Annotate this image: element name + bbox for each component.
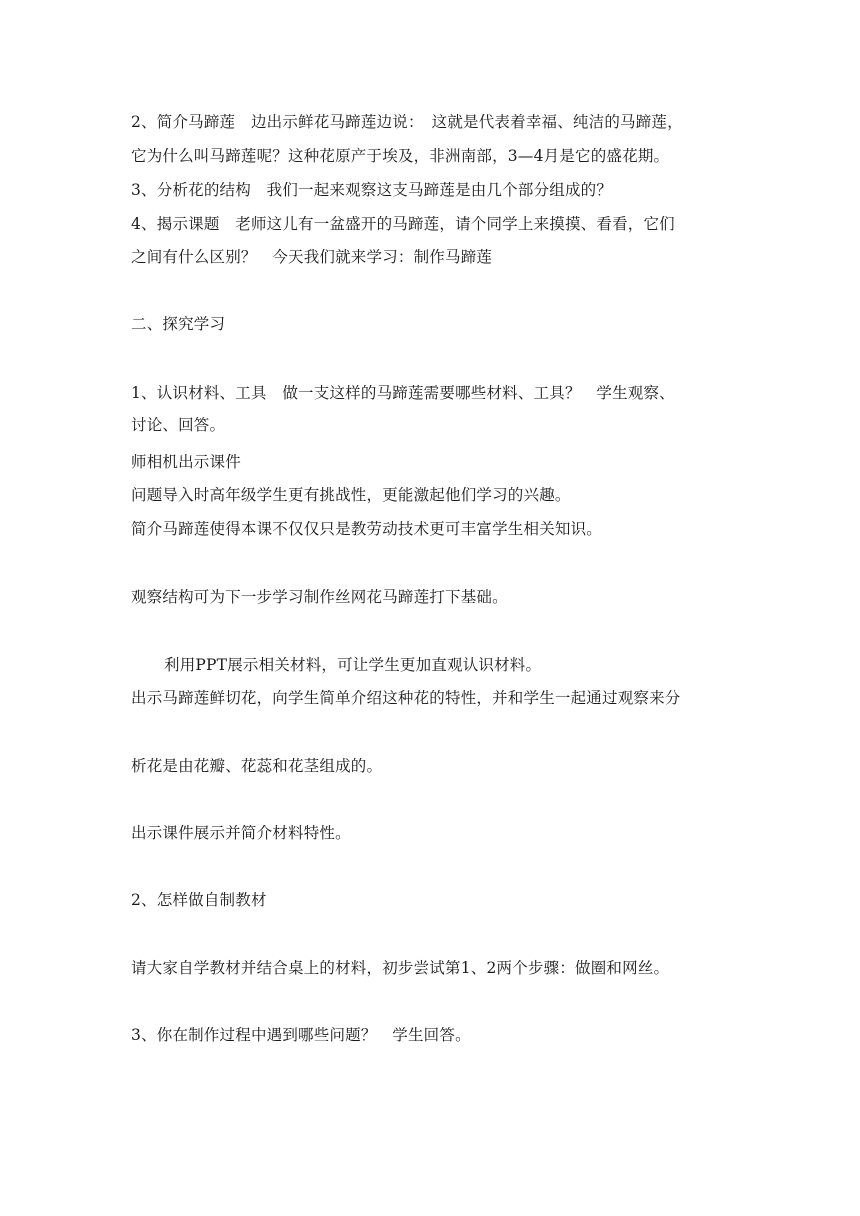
text-line-show-materials: 出示课件展示并简介材料特性。: [131, 824, 351, 842]
text-line-note-structure: 观察结构可为下一步学习制作丝网花马蹄莲打下基础。: [131, 588, 508, 606]
text-line-intro-flower: 2、简介马蹄莲 边出示鲜花马蹄莲边说： 这就是代表着幸福、纯洁的马蹄莲，: [131, 113, 683, 131]
section-heading-explore: 二、探究学习: [131, 315, 226, 333]
text-line-cut-flower: 出示马蹄莲鲜切花，向学生简单介绍这种花的特性，并和学生一起通过观察来分: [131, 689, 681, 707]
text-line-note-ppt: 利用PPT展示相关材料，可让学生更加直观认识材料。: [164, 656, 542, 674]
text-line-materials: 1、认识材料、工具 做一支这样的马蹄莲需要哪些材料、工具？ 学生观察、: [131, 384, 675, 402]
text-line-cut-flower-cont: 析花是由花瓣、花蕊和花茎组成的。: [131, 757, 383, 775]
text-line-structure: 3、分析花的结构 我们一起来观察这支马蹄莲是由几个部分组成的？: [131, 181, 613, 199]
text-line-self-study: 请大家自学教材并结合桌上的材料，初步尝试第1、2两个步骤：做圈和网丝。: [131, 959, 670, 977]
text-line-materials-cont: 讨论、回答。: [131, 416, 226, 434]
text-line-note-intro: 问题导入时高年级学生更有挑战性，更能激起他们学习的兴趣。: [131, 486, 571, 504]
text-line-problems: 3、你在制作过程中遇到哪些问题？ 学生回答。: [131, 1026, 471, 1044]
text-line-flower-origin: 它为什么叫马蹄莲呢？这种花原产于埃及，非洲南部，3—4月是它的盛花期。: [131, 147, 670, 165]
text-line-note-knowledge: 简介马蹄莲使得本课不仅仅只是教劳动技术更可丰富学生相关知识。: [131, 520, 603, 538]
text-line-how-to-make: 2、怎样做自制教材: [131, 891, 267, 909]
text-line-courseware: 师相机出示课件: [131, 453, 241, 471]
text-line-topic: 4、揭示课题 老师这儿有一盆盛开的马蹄莲，请个同学上来摸摸、看看，它们: [131, 215, 675, 233]
text-line-topic-cont: 之间有什么区别？ 今天我们就来学习：制作马蹄莲: [131, 248, 493, 266]
